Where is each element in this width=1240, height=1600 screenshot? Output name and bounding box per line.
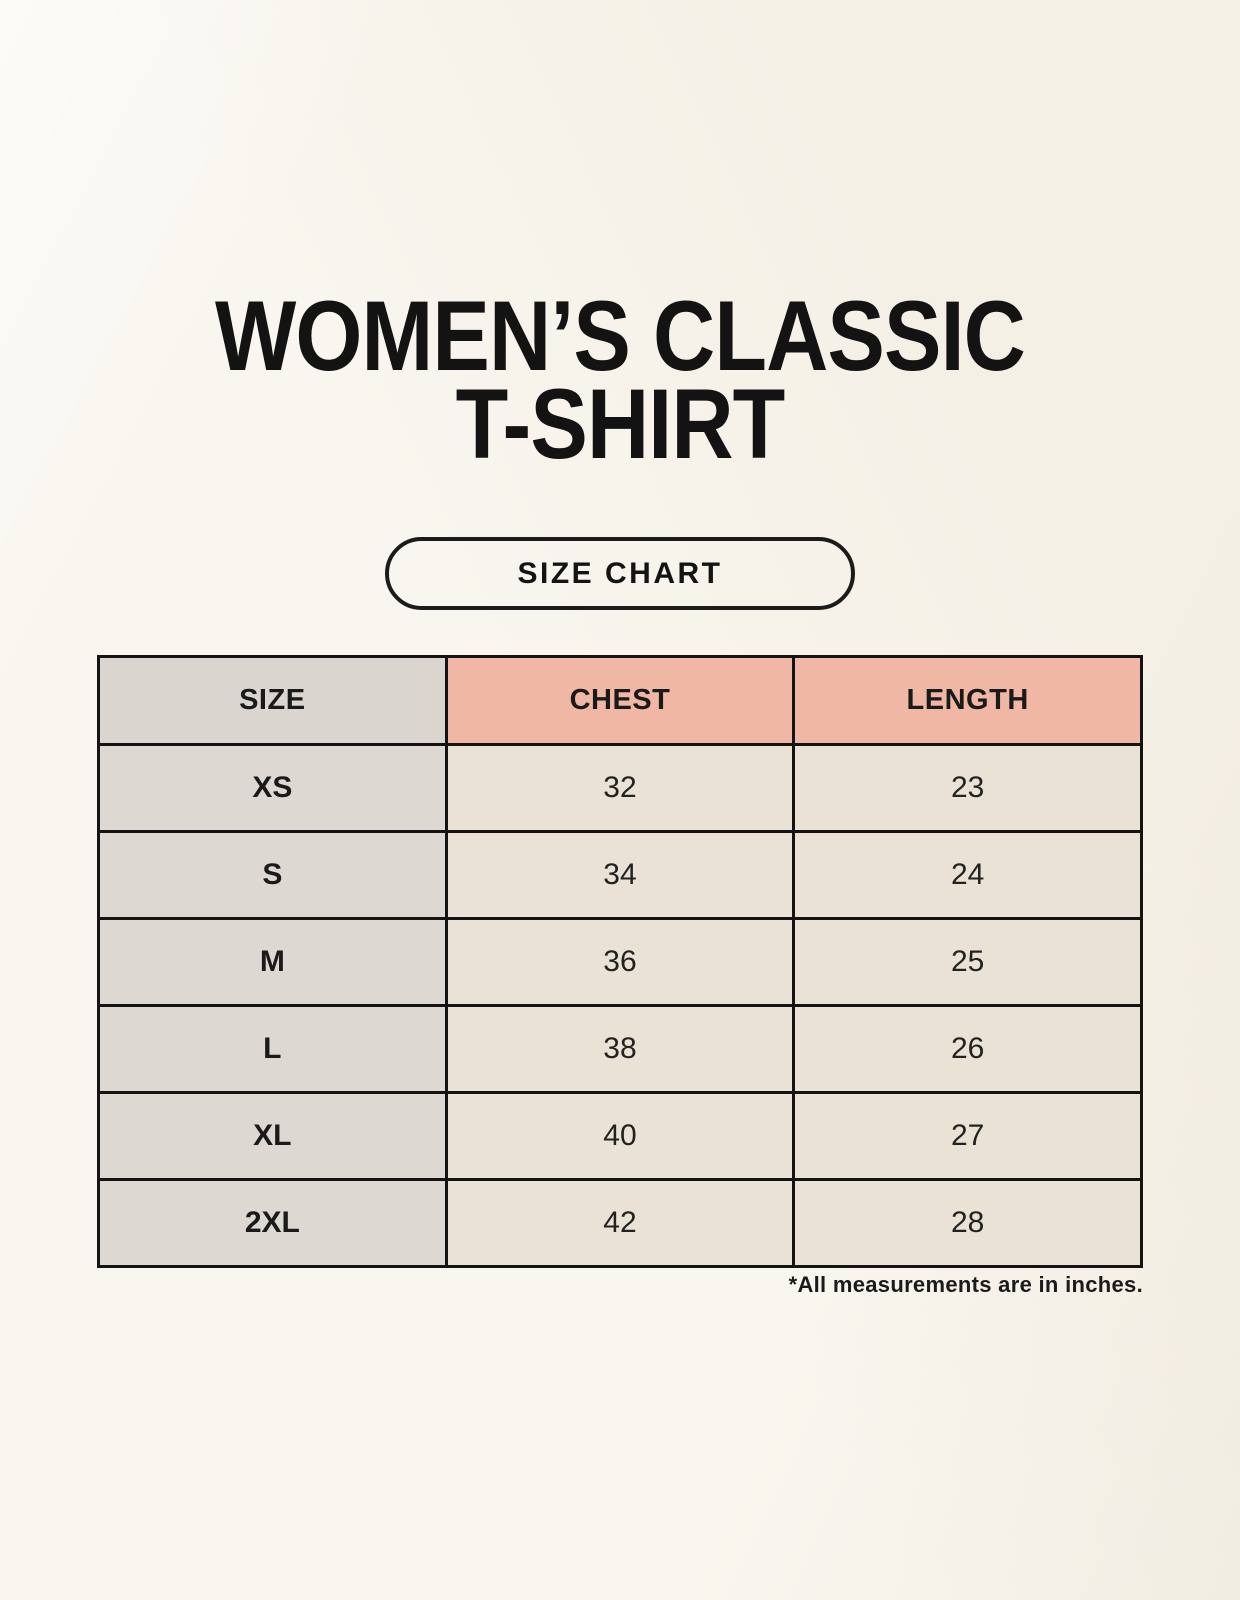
page-title	[81, 280, 1160, 479]
length-cell: 25	[794, 919, 1142, 1006]
size-cell: S	[99, 832, 447, 919]
size-cell: 2XL	[99, 1180, 447, 1267]
length-cell: 26	[794, 1006, 1142, 1093]
table-header-row	[99, 657, 1142, 745]
chest-cell: 38	[446, 1006, 794, 1093]
column-header-length: LENGTH	[794, 657, 1142, 745]
size-cell: M	[99, 919, 447, 1006]
page-title-line2: T-SHIRT	[455, 368, 785, 479]
chest-cell: 34	[446, 832, 794, 919]
chest-cell: 36	[446, 919, 794, 1006]
length-cell: 24	[794, 832, 1142, 919]
page-title-line1: WOMEN’S CLASSIC	[215, 280, 1025, 391]
measurements-footnote: *All measurements are in inches.	[788, 1272, 1143, 1297]
size-cell: XL	[99, 1093, 447, 1180]
chest-cell: 40	[446, 1093, 794, 1180]
column-header-chest: CHEST	[446, 657, 794, 745]
size-table	[97, 655, 1143, 1268]
table-row	[99, 832, 1142, 919]
table-row	[99, 1006, 1142, 1093]
size-chart-badge-label: SIZE CHART	[517, 556, 723, 590]
size-cell: XS	[99, 745, 447, 832]
length-cell: 23	[794, 745, 1142, 832]
table-row	[99, 1093, 1142, 1180]
chest-cell: 32	[446, 745, 794, 832]
column-header-size: SIZE	[99, 657, 447, 745]
table-row	[99, 919, 1142, 1006]
table-row	[99, 1180, 1142, 1267]
length-cell: 28	[794, 1180, 1142, 1267]
table-row	[99, 745, 1142, 832]
size-cell: L	[99, 1006, 447, 1093]
size-chart-badge	[385, 537, 855, 610]
length-cell: 27	[794, 1093, 1142, 1180]
chest-cell: 42	[446, 1180, 794, 1267]
